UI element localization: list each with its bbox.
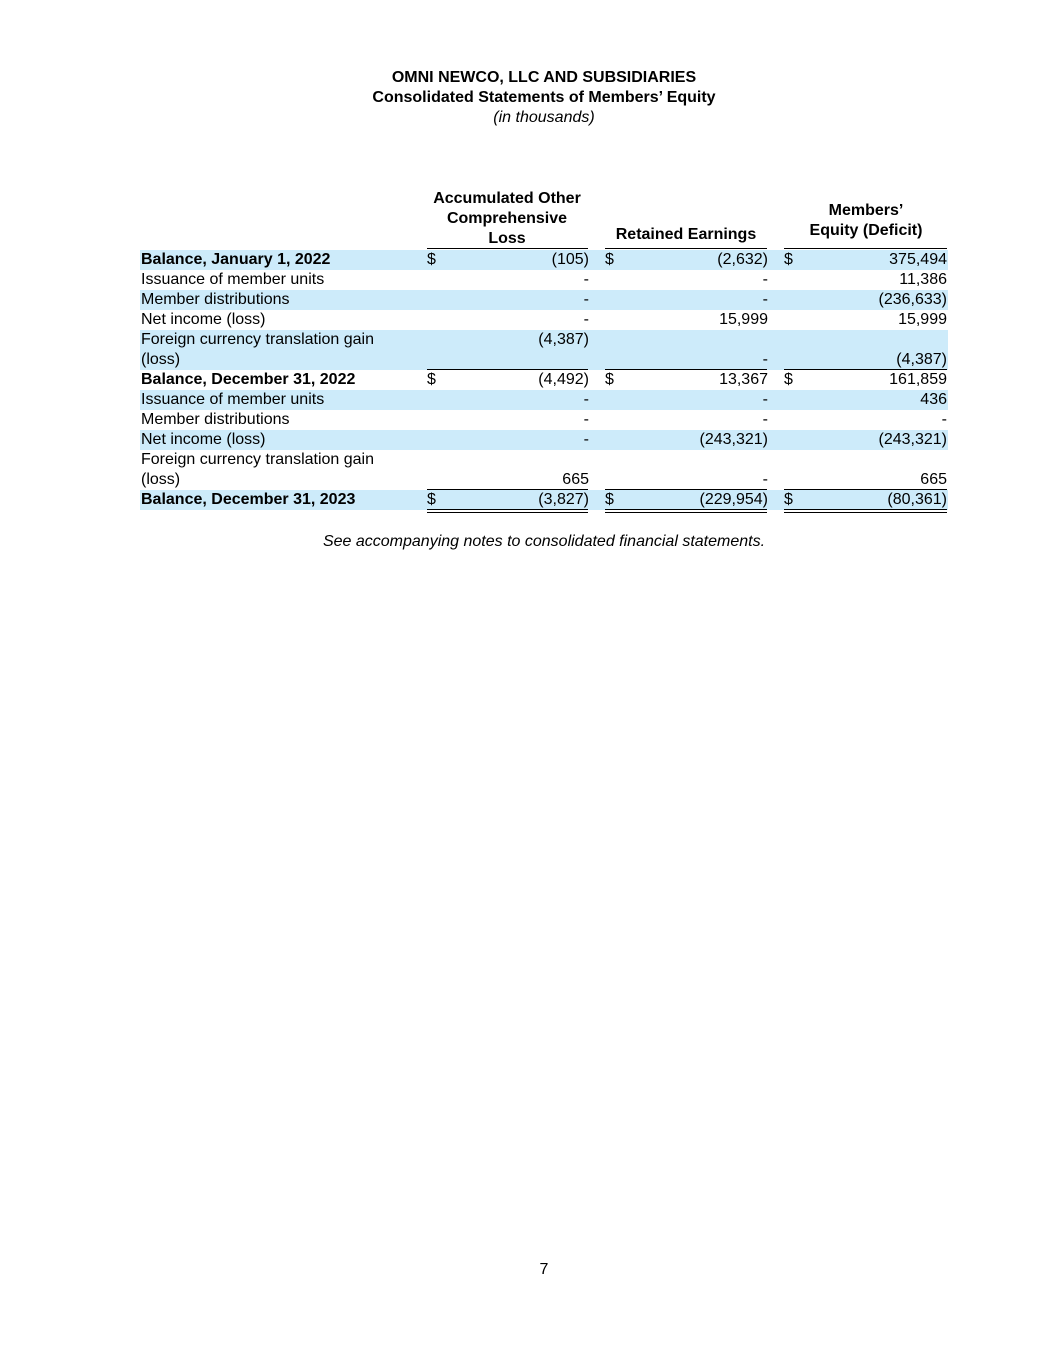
table-row-balance-2022-12-31: Balance, December 31, 2022 $ (4,492) $ 13,367 $ 161,859 bbox=[141, 371, 947, 388]
table-row: Issuance of member units - - 11,386 bbox=[141, 271, 947, 288]
footnote: See accompanying notes to consolidated financial statements. bbox=[322, 533, 766, 550]
total-double-underline-equity bbox=[784, 509, 947, 513]
table-row-fx-translation-2023: Foreign currency translation gain (loss) 665 - 665 bbox=[141, 451, 947, 488]
total-double-underline-retained bbox=[605, 509, 767, 513]
table-row: Net income (loss) - (243,321) (243,321) bbox=[141, 431, 947, 448]
units-note: (in thousands) bbox=[493, 109, 595, 126]
column-header-aocl: Accumulated Other Comprehensive Loss bbox=[433, 190, 581, 247]
statement-title: Consolidated Statements of Members’ Equity bbox=[372, 89, 716, 106]
table-row: Net income (loss) - 15,999 15,999 bbox=[141, 311, 947, 328]
table-row: Member distributions - - - bbox=[141, 411, 947, 428]
column-header-retained-earnings: Retained Earnings bbox=[615, 226, 757, 243]
table-row-balance-2023-12-31: Balance, December 31, 2023 $ (3,827) $ (229,954) $ (80,361) bbox=[141, 491, 947, 508]
total-double-underline-aocl bbox=[427, 509, 588, 513]
page-number: 7 bbox=[539, 1261, 549, 1278]
company-name: OMNI NEWCO, LLC AND SUBSIDIARIES bbox=[391, 69, 697, 86]
column-header-members-equity: Members’ Equity (Deficit) bbox=[809, 202, 923, 239]
table-row: Issuance of member units - - 436 bbox=[141, 391, 947, 408]
header-underline-equity bbox=[784, 248, 947, 249]
table-row-fx-translation-2022: Foreign currency translation gain (loss) (4,387) - (4,387) bbox=[141, 331, 947, 368]
header-underline-retained bbox=[605, 248, 767, 249]
table-row: Member distributions - - (236,633) bbox=[141, 291, 947, 308]
table-row-balance-2022-01-01: Balance, January 1, 2022 $ (105) $ (2,632) $ 375,494 bbox=[141, 251, 947, 268]
header-underline-aocl bbox=[427, 248, 588, 249]
